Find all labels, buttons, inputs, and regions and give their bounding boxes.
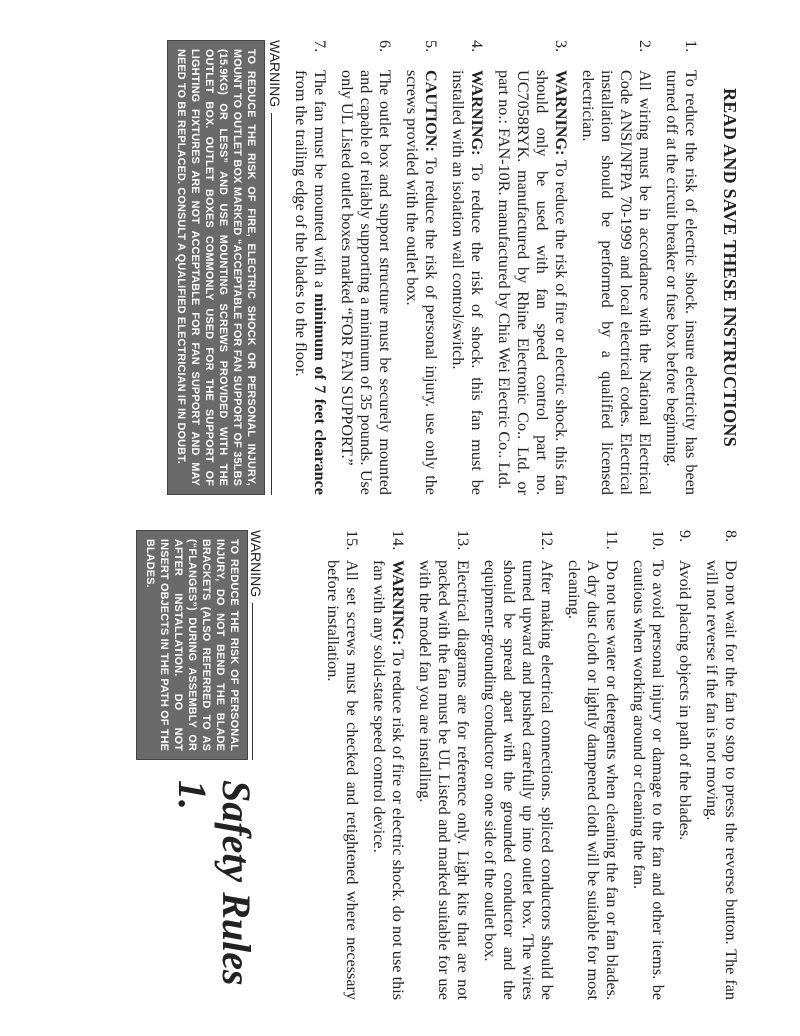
left-column xyxy=(167,40,700,495)
list-item xyxy=(291,40,329,495)
list-item xyxy=(702,530,740,1000)
list-item xyxy=(662,40,700,495)
warning-box-2: TO REDUCE THE RISK OF PERSONAL INJURY, DO NOT BEND THE BLADE BRACKETS (ALSO REFERRED TO AS (“FLANGES”) DURING ASSEMBLY OR AFTER INSTALLATION. DO NOT INSERT OBJECTS IN THE PATH OF THE BLADES. xyxy=(136,530,248,760)
item-number: 15. xyxy=(343,530,361,551)
list-item xyxy=(480,530,556,1000)
item-lead: WARNING: xyxy=(468,70,486,156)
item-bold-text: minimum of 7 feet clearance xyxy=(311,293,329,495)
item-text: The fan must be mounted with a xyxy=(311,70,329,294)
item-number: 8. xyxy=(722,530,740,543)
item-number: 4. xyxy=(468,40,486,53)
item-lead: WARNING: xyxy=(389,560,407,646)
item-text: To reduce the risk of fire or electric shock. this fan should only be used with fan speed control part no. UC7058RYK. manufactured by Rhine Electronic Co.. Ltd. or part no.: FAN-10R. manufactured by Chia Wei Electric Co.. Ltd. xyxy=(495,70,570,495)
item-text: The outlet box and support structure must be securely mounted and capable of reliably supporting a minimum of 35 pounds. Use only UL Listed outlet boxes marked “FOR FAN SUPPORT.” xyxy=(338,70,394,495)
item-number: 7. xyxy=(311,40,329,53)
item-text: After making electrical connections. spliced conductors should be turned upward and pushed carefully up into outlet box. The wires should be spread apart with the grounded conductor and the equipment-grounding conductor on one side of the outlet box. xyxy=(481,560,556,1000)
list-item xyxy=(629,530,667,1000)
item-text: Electrical diagrams are for reference only. Light kits that are not packed with the fan must be UL Listed and marked suitable for use with the model fan you are installing. xyxy=(416,560,472,1000)
list-item xyxy=(402,40,440,495)
item-number: 14. xyxy=(389,530,407,551)
instruction-list-left xyxy=(291,40,700,495)
list-item xyxy=(675,530,694,1000)
list-item xyxy=(448,40,486,495)
item-number: 5. xyxy=(422,40,440,53)
list-item xyxy=(494,40,570,495)
item-text: All wiring must be in accordance with the National Electrical Code ANSI/NFPA 70-1999 and local electrical codes. Electrical installation should be performed by a qualified licensed electrician. xyxy=(579,70,654,495)
warning-block-2 xyxy=(136,530,270,760)
item-text: To avoid personal injury or damage to the fan and other items. be cautious when working around or cleaning the fan. xyxy=(630,560,667,1000)
list-item xyxy=(337,40,394,495)
item-text: from the trailing edge of the blades to the floor. xyxy=(292,70,310,377)
item-text: Do not wait for the fan to stop to press the reverse button. The fan will not reverse if the fan is not moving. xyxy=(703,560,740,1000)
list-item xyxy=(578,40,654,495)
list-item xyxy=(369,530,407,1000)
instruction-list-right xyxy=(323,530,740,1000)
item-number: 10. xyxy=(649,530,667,551)
item-text: All set screws must be checked and retightened where necessary before installation. xyxy=(324,560,361,1000)
list-item xyxy=(415,530,472,1000)
list-item xyxy=(323,530,361,1000)
page-title: Safety Rules 1. xyxy=(170,780,259,986)
warning-label-1 xyxy=(267,40,283,495)
item-number: 11. xyxy=(603,530,621,550)
item-number: 2. xyxy=(636,40,654,53)
rotated-sheet xyxy=(80,40,740,1000)
warning-rule xyxy=(252,603,253,760)
item-number: 13. xyxy=(454,530,472,551)
item-number: 9. xyxy=(676,530,694,543)
warning-box-1: TO REDUCE THE RISK OF FIRE, ELECTRIC SHOCK OR PERSONAL INJURY, MOUNT TO OUTLET BOX MARKED “ACCEPTABLE FOR FAN SUPPORT OF 35LBS (15.9KG) OR LESS” AND USE MOUNTING SCREWS PROVIDED WITH THE OUTLET BOX. OUTLET BOXES COMMONLY USED FOR THE SUPPORT OF LIGHTING FIXTURES ARE NOT ACCEPTABLE FOR FAN SUPPORT AND MAY NEED TO BE REPLACED. CONSULT A QUALIFIED ELECTRICIAN IF IN DOUBT. xyxy=(167,40,265,495)
item-text: To reduce the risk of personal injury. use only the screws provided with the outlet box. xyxy=(403,70,440,495)
item-lead: WARNING: xyxy=(552,70,570,156)
page-heading: READ AND SAVE THESE INSTRUCTIONS xyxy=(720,87,740,448)
item-text: Avoid placing objects in path of the blades. xyxy=(676,560,694,841)
warning-label-text: WARNING xyxy=(248,530,264,598)
item-number: 12. xyxy=(538,530,556,551)
item-number: 1. xyxy=(682,40,700,53)
right-column xyxy=(315,530,740,1000)
list-item xyxy=(564,530,621,1000)
item-lead: CAUTION: xyxy=(422,70,440,152)
item-number: 3. xyxy=(552,40,570,53)
item-text: To reduce risk of fire or electric shock. do not use this fan with any solid-state speed control device. xyxy=(370,560,407,1000)
item-text: Do not use water or detergents when cleaning the fan or fan blades. A dry dust cloth or lightly dampened cloth will be suitable for most cleaning. xyxy=(565,560,621,1000)
warning-rule xyxy=(271,113,272,495)
warning-label-text: WARNING xyxy=(267,40,283,108)
item-number: 6. xyxy=(376,40,394,53)
item-text: To reduce the risk of electric shock. insure electricity has been turned off at the circuit breaker or fuse box before beginning. xyxy=(663,70,700,495)
warning-label-2 xyxy=(248,530,264,760)
item-text: To reduce the risk of shock. this fan must be installed with an isolation wall control/switch. xyxy=(449,70,486,495)
